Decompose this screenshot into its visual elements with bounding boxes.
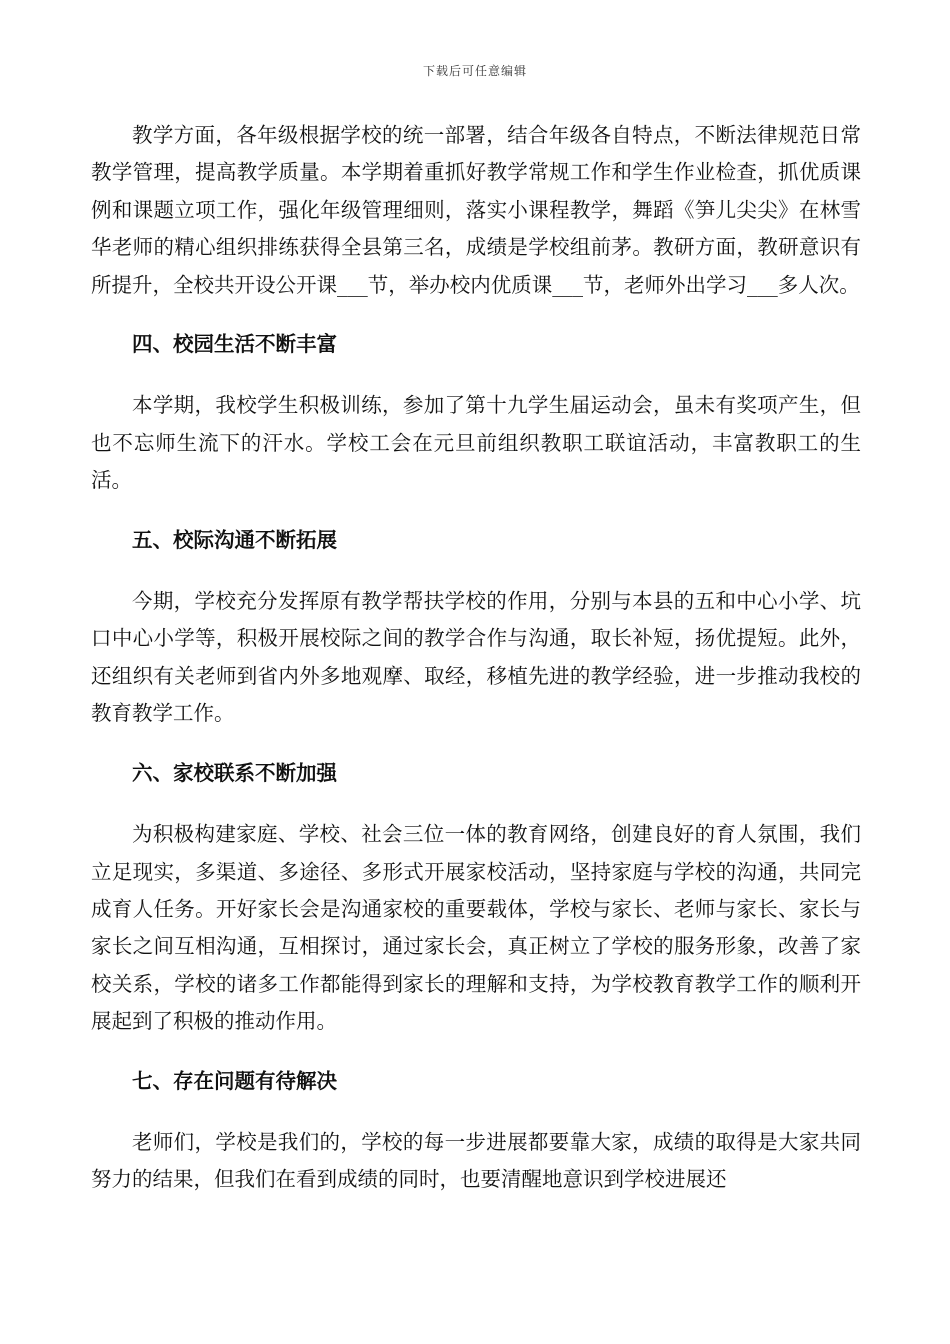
paragraph-inter-school: 今期，学校充分发挥原有教学帮扶学校的作用，分别与本县的五和中心小学、坑口中心小学等，积极开展校际之间的教学合作与沟通，取长补短，扬优提短。此外，还组织有关老师到省内外多地观摩、取经，移植先进的教学经验，进一步推动我校的教育教学工作。 [91, 589, 862, 726]
page-header: 下载后可任意编辑 [422, 64, 527, 78]
paragraph-campus-life: 本学期，我校学生积极训练，参加了第十九学生届运动会，虽未有奖项产生，但也不忘师生流下的汗水。学校工会在元旦前组织教职工联谊活动，丰富教职工的生活。 [91, 393, 862, 493]
section-heading-7: 七、存在问题有待解决 [132, 1068, 337, 1093]
section-heading-5: 五、校际沟通不断拓展 [132, 527, 337, 552]
section-heading-4: 四、校园生活不断丰富 [132, 332, 337, 357]
section-heading-6: 六、家校联系不断加强 [132, 760, 337, 785]
document-body [91, 117, 861, 1199]
paragraph-problems: 老师们，学校是我们的，学校的每一步进展都要靠大家，成绩的取得是大家共同努力的结果，但我们在看到成绩的同时，也要清醒地意识到学校进展还 [91, 1129, 862, 1192]
paragraph-teaching: 教学方面，各年级根据学校的统一部署，结合年级各自特点，不断法律规范日常教学管理，提高教学质量。本学期着重抓好教学常规工作和学生作业检查，抓优质课例和课题立项工作，强化年级管理细则，落实小课程教学，舞蹈《笋儿尖尖》在林雪华老师的精心组织排练获得全县第三名，成绩是学校组前茅。教研方面，教研意识有所提升，全校共开设公开课___节，举办校内优质课___节，老师外出学习___多人次。 [91, 123, 862, 297]
paragraph-home-school: 为积极构建家庭、学校、社会三位一体的教育网络，创建良好的育人氛围，我们立足现实，多渠道、多途径、多形式开展家校活动，坚持家庭与学校的沟通，共同完成育人任务。开好家长会是沟通家校的重要载体，学校与家长、老师与家长、家长与家长之间互相沟通，互相探讨，通过家长会，真正树立了学校的服务形象，改善了家校关系，学校的诸多工作都能得到家长的理解和支持，为学校教育教学工作的顺利开展起到了积极的推动作用。 [91, 822, 862, 1034]
